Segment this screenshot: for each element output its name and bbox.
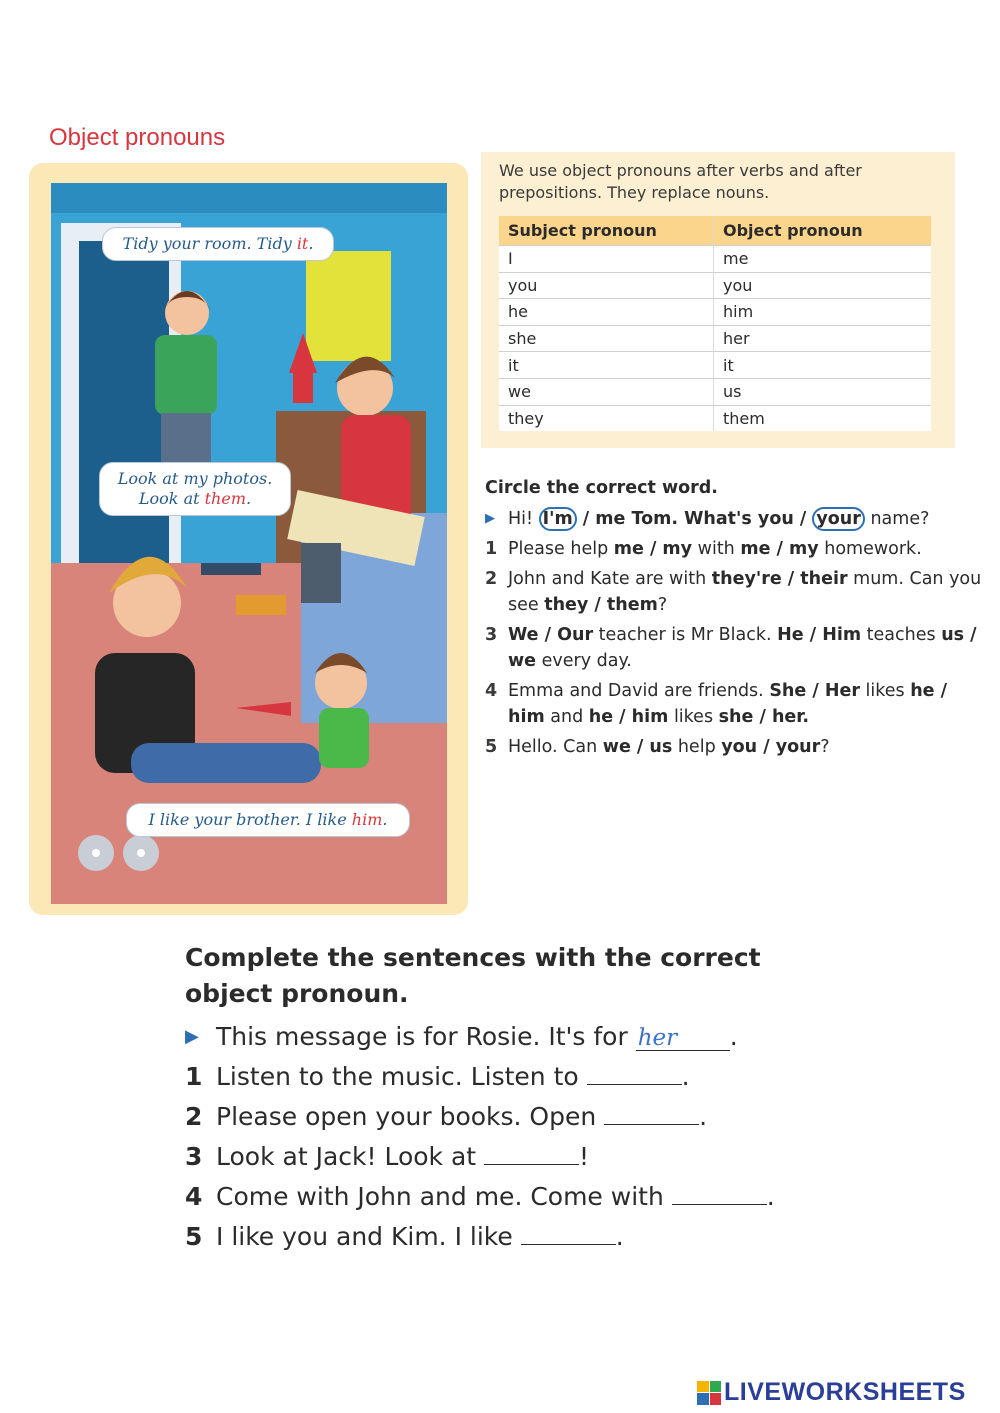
sentence-text: likes — [668, 707, 719, 727]
sentence-text: ? — [820, 737, 830, 757]
exercise2-item: 2 Please open your books. Open . — [185, 1102, 708, 1131]
table-row — [499, 378, 931, 405]
ceiling-shade — [51, 183, 447, 213]
exercise1-item — [485, 566, 985, 618]
mum-head — [165, 291, 209, 335]
sentence-text: ? — [657, 595, 668, 615]
exercise2-item: 4 Come with John and me. Come with . — [185, 1182, 775, 1211]
object-pronoun-cell: you — [714, 272, 932, 299]
object-pronoun-cell: it — [714, 352, 932, 379]
sentence-text: Hello. Can — [508, 737, 603, 757]
item-number: 3 — [485, 625, 498, 645]
item-number: 1 — [485, 539, 498, 559]
exercise1-item — [485, 678, 985, 730]
example-item: ▶ Hi! I'm / me Tom. What's you / your name? — [485, 506, 985, 532]
item-number: 3 — [185, 1142, 203, 1171]
table-row — [499, 246, 931, 273]
item-number: 5 — [485, 737, 498, 757]
col-subject: Subject pronoun — [499, 216, 714, 246]
table-row — [499, 352, 931, 379]
item-number: 4 — [485, 681, 498, 701]
exercise2-item: 1 Listen to the music. Listen to . — [185, 1062, 690, 1091]
exercise2-item: 5 I like you and Kim. I like . — [185, 1222, 624, 1251]
choice-option[interactable]: they're / their — [711, 569, 848, 589]
exercise1-heading: Circle the correct word. — [485, 478, 718, 498]
circled-answer[interactable]: I'm — [539, 507, 577, 531]
example-arrow-icon: ▶ — [185, 1026, 199, 1047]
example-arrow-icon: ▶ — [485, 511, 495, 526]
object-pronoun-cell: him — [714, 299, 932, 326]
choice-option[interactable]: we / us — [602, 737, 673, 757]
liveworksheets-logo: LIVEWORKSHEETS — [697, 1378, 966, 1407]
choice-option[interactable]: she / her. — [718, 707, 810, 727]
exercise2-heading: Complete the sentences with the correct object pronoun. — [185, 943, 761, 1008]
sentence-text: Look at Jack! Look at — [216, 1142, 485, 1171]
subject-pronoun-cell: he — [499, 299, 714, 326]
sentence-text: John and Kate are with — [508, 569, 712, 589]
choice-option[interactable]: She / Her — [769, 681, 860, 701]
speech-bubble-mum: Tidy your room. Tidy it. — [102, 227, 334, 261]
grammar-box — [481, 152, 955, 448]
object-pronoun-cell: me — [714, 246, 932, 273]
choice-option[interactable]: he / him — [588, 707, 669, 727]
sentence-text: Please open your books. Open — [216, 1102, 605, 1131]
choice-option[interactable]: We / Our — [508, 625, 594, 645]
item-number: 2 — [185, 1102, 203, 1131]
sentence-text: Come with John and me. Come with — [216, 1182, 672, 1211]
choice-option[interactable]: He / Him — [777, 625, 862, 645]
sentence-text: every day. — [536, 651, 632, 671]
sentence-text: likes — [859, 681, 911, 701]
sentence-text: homework. — [818, 539, 922, 559]
table-row — [499, 272, 931, 299]
sentence-text: and — [544, 707, 589, 727]
sentence-text: with — [692, 539, 741, 559]
logo-icon — [697, 1381, 721, 1405]
circled-answer[interactable]: your — [812, 507, 865, 531]
answer-blank[interactable] — [484, 1142, 579, 1165]
exercise1-item — [485, 536, 985, 562]
subject-pronoun-cell: it — [499, 352, 714, 379]
table-row — [499, 325, 931, 352]
speech-bubble-brother: I like your brother. I like him. — [126, 803, 410, 837]
answer-blank[interactable] — [587, 1062, 682, 1085]
exercise2-item: 3 Look at Jack! Look at ! — [185, 1142, 590, 1171]
sentence-text: Emma and David are friends. — [508, 681, 770, 701]
subject-pronoun-cell: we — [499, 378, 714, 405]
poster — [306, 251, 391, 361]
table-row — [499, 405, 931, 431]
choice-option[interactable]: they / them — [544, 595, 658, 615]
choice-option[interactable]: me / my — [740, 539, 819, 559]
sentence-text: Listen to the music. Listen to — [216, 1062, 587, 1091]
subject-pronoun-cell: they — [499, 405, 714, 431]
item-number: 2 — [485, 569, 498, 589]
item-number: 4 — [185, 1182, 203, 1211]
item-number: 5 — [185, 1222, 203, 1251]
choice-option[interactable]: us / we — [508, 625, 977, 671]
choice-option[interactable]: he / him — [508, 681, 948, 727]
mum-body — [155, 335, 217, 415]
small-boy-body — [319, 708, 369, 768]
exercise1-item — [485, 734, 985, 760]
circle-exercise — [485, 478, 985, 764]
sentence-text: help — [672, 737, 722, 757]
object-pronoun-cell: them — [714, 405, 932, 431]
object-pronoun-cell: us — [714, 378, 932, 405]
sentence-text: Please help — [508, 539, 614, 559]
doorway — [79, 241, 169, 613]
table-header-row — [499, 216, 931, 246]
answer-blank[interactable] — [672, 1182, 767, 1205]
col-object: Object pronoun — [714, 216, 932, 246]
bedroom-illustration — [51, 183, 447, 904]
sentence-text: teacher is Mr Black. — [593, 625, 778, 645]
complete-exercise — [185, 940, 855, 1252]
object-pronoun-cell: her — [714, 325, 932, 352]
choice-option[interactable]: you / your — [721, 737, 821, 757]
answer-blank[interactable] — [604, 1102, 699, 1125]
grammar-intro: We use object pronouns after verbs and after prepositions. They replace nouns. — [499, 161, 862, 202]
answer-blank[interactable] — [521, 1222, 616, 1245]
example-answer: her — [636, 1026, 730, 1051]
sentence-text: I like you and Kim. I like — [216, 1222, 521, 1251]
speech-bubble-photos: Look at my photos. Look at them. — [99, 462, 291, 516]
sentence-text: teaches — [861, 625, 942, 645]
page-title: Object pronouns — [49, 124, 226, 151]
subject-pronoun-cell: she — [499, 325, 714, 352]
item-number: 1 — [185, 1062, 203, 1091]
subject-pronoun-cell: you — [499, 272, 714, 299]
exercise1-item — [485, 622, 985, 674]
sentence-text: mum. Can you see — [508, 569, 982, 615]
table-row — [499, 299, 931, 326]
choice-option[interactable]: me / my — [613, 539, 693, 559]
example-item: ▶ This message is for Rosie. It's for her . — [185, 1022, 738, 1051]
pronoun-table — [499, 216, 931, 431]
subject-pronoun-cell: I — [499, 246, 714, 273]
